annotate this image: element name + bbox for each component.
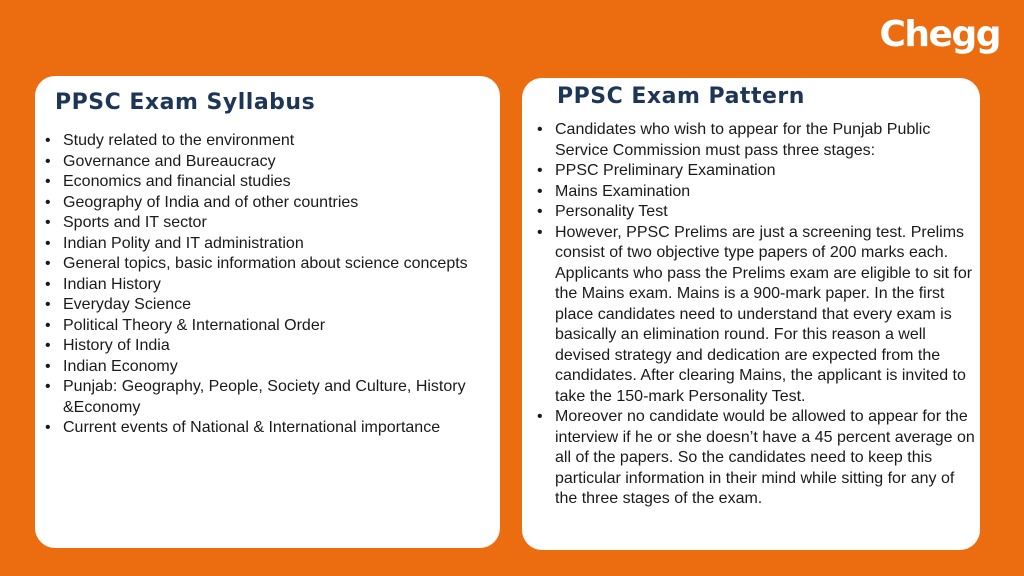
- list-item: • PPSC Preliminary Examination: [535, 161, 975, 182]
- list-item: • However, PPSC Prelims are just a screening test. Prelims consist of two objective type papers of 200 marks each. Applicants who pass the Prelims exam are eligible to sit for the Mains exam. Mains is a 900-mark paper. In the first place candidates need to understand that every exam is basically an elimination round. For this reason a well devised strategy and dedication are expected from the candidates. After clearing Mains, the applicant is invited to take the 150-mark Personality Test.: [535, 223, 975, 408]
- list-item: • Sports and IT sector: [43, 213, 498, 234]
- list-item: • Moreover no candidate would be allowed to appear for the interview if he or she doesn’t have a 45 percent average on all of the papers. So the candidates need to keep this particular information in their mind while sitting for any of the three stages of the exam.: [535, 407, 975, 510]
- list-item: • Indian Polity and IT administration: [43, 234, 498, 255]
- list-item: • Political Theory & International Order: [43, 316, 498, 337]
- pattern-card: [522, 78, 980, 550]
- list-item: • Economics and financial studies: [43, 172, 498, 193]
- list-item: • Candidates who wish to appear for the Punjab Public Service Commission must pass three stages:: [535, 120, 975, 161]
- pattern-title: PPSC Exam Pattern: [557, 84, 805, 109]
- list-item: • General topics, basic information about science concepts: [43, 254, 498, 275]
- chegg-logo: Chegg: [879, 14, 1000, 55]
- list-item: • Geography of India and of other countries: [43, 193, 498, 214]
- syllabus-card: [35, 76, 500, 548]
- list-item: • Indian Economy: [43, 357, 498, 378]
- list-item: • Everyday Science: [43, 295, 498, 316]
- syllabus-title: PPSC Exam Syllabus: [55, 90, 316, 115]
- list-item: • Mains Examination: [535, 182, 975, 203]
- syllabus-list: [43, 131, 498, 439]
- list-item: • History of India: [43, 336, 498, 357]
- list-item: • Punjab: Geography, People, Society and Culture, History &Economy: [43, 377, 498, 418]
- list-item: • Governance and Bureaucracy: [43, 152, 498, 173]
- list-item: • Study related to the environment: [43, 131, 498, 152]
- list-item: • Indian History: [43, 275, 498, 296]
- pattern-list: [535, 120, 975, 510]
- list-item: • Current events of National & International importance: [43, 418, 498, 439]
- list-item: • Personality Test: [535, 202, 975, 223]
